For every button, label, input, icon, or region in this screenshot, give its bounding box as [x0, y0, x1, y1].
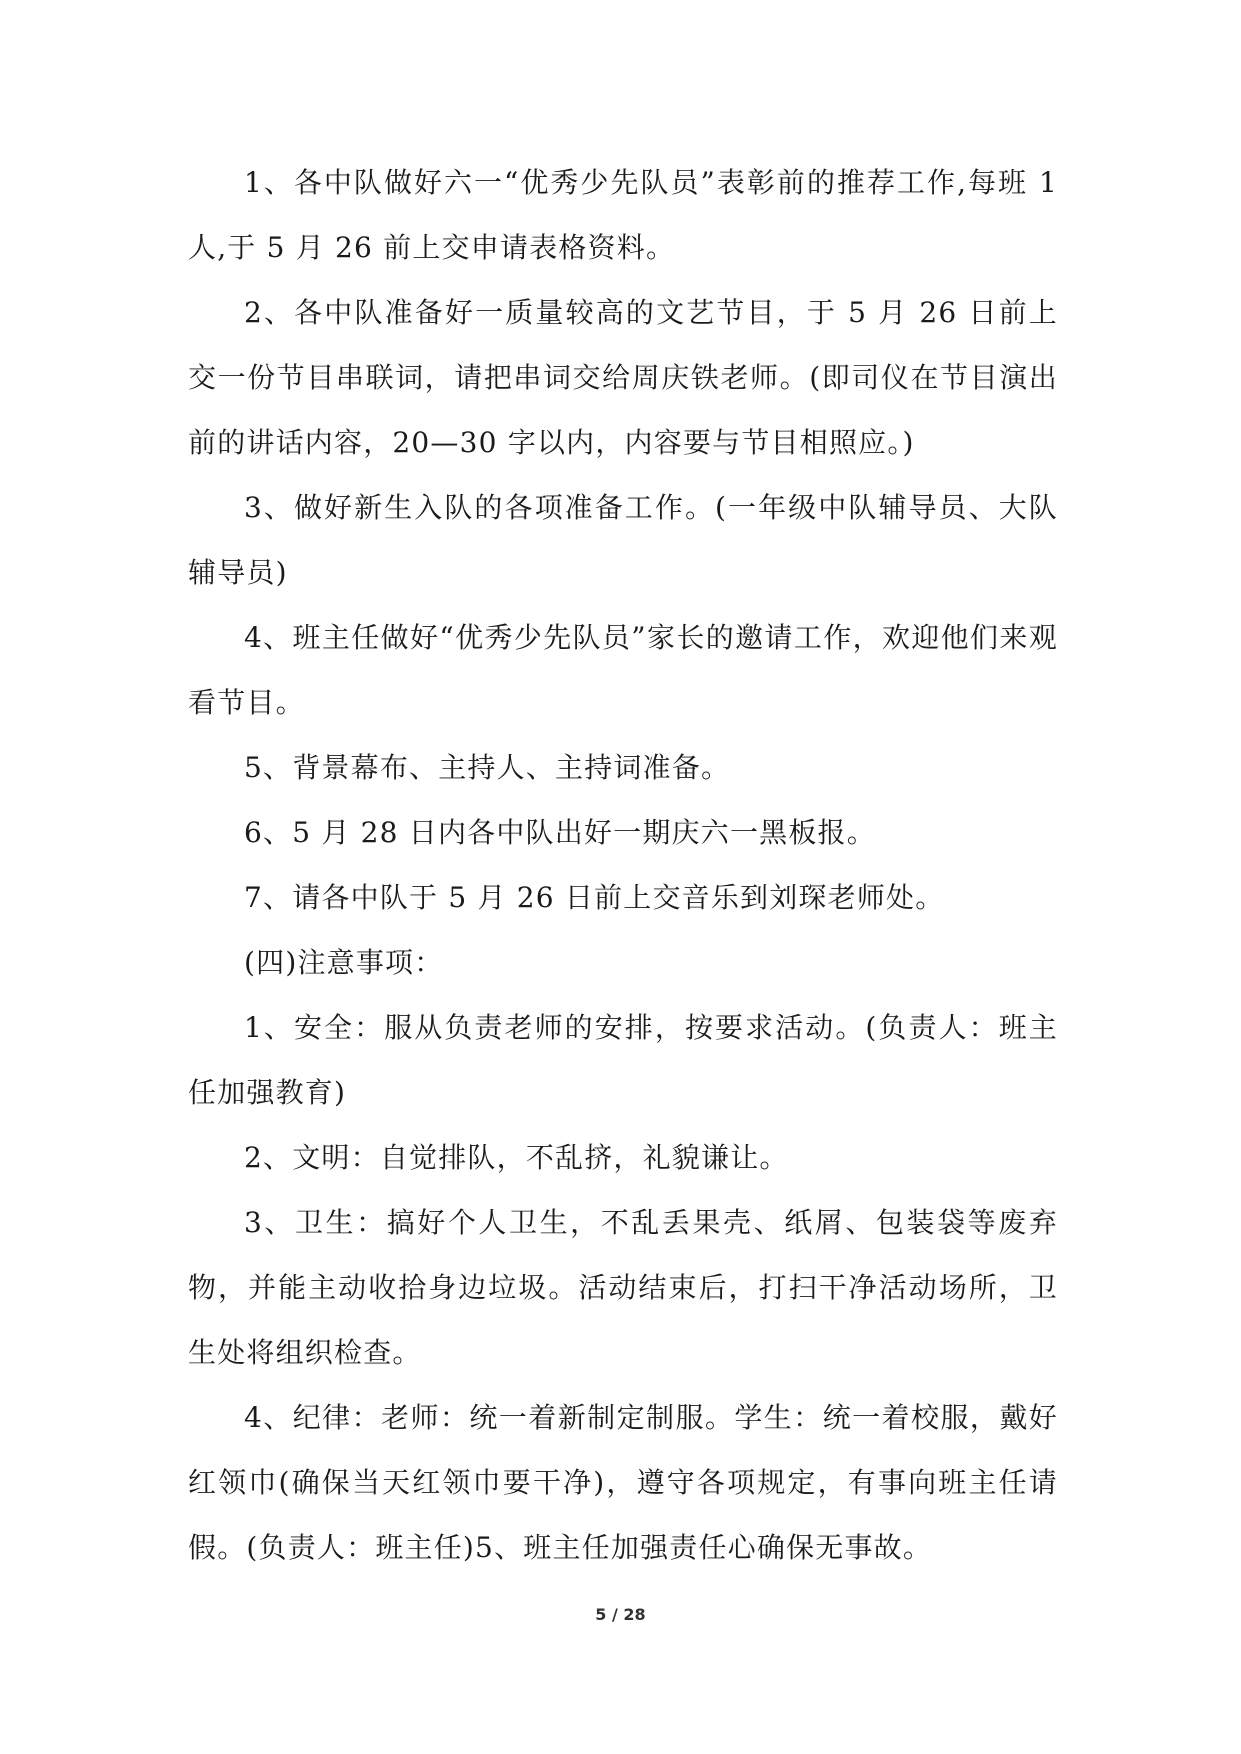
- paragraph-civility: 2、文明：自觉排队，不乱挤，礼貌谦让。: [244, 1141, 789, 1174]
- page-number: 5 / 28: [595, 1605, 646, 1624]
- paragraph-1: 1、各中队做好六一“优秀少先队员”表彰前的推荐工作,每班 1 人,于 5 月 26 前上交申请表格资料。: [188, 166, 1058, 264]
- paragraph-5: 5、背景幕布、主持人、主持词准备。: [244, 751, 731, 784]
- paragraph-6: 6、5 月 28 日内各中队出好一期庆六一黑板报。: [244, 816, 876, 849]
- paragraph-4: 4、班主任做好“优秀少先队员”家长的邀请工作，欢迎他们来观看节目。: [188, 621, 1058, 719]
- paragraph-safety: 1、安全：服从负责老师的安排，按要求活动。(负责人：班主任加强教育): [188, 1011, 1058, 1109]
- paragraph-discipline: 4、纪律：老师：统一着新制定制服。学生：统一着校服，戴好红领巾(确保当天红领巾要干净)，遵守各项规定，有事向班主任请假。(负责人：班主任)5、班主任加强责任心确保无事故。: [188, 1401, 1058, 1564]
- paragraph-hygiene: 3、卫生：搞好个人卫生，不乱丢果壳、纸屑、包装袋等废弃物，并能主动收拾身边垃圾。活动结束后，打扫干净活动场所，卫生处将组织检查。: [188, 1206, 1058, 1369]
- paragraph-2: 2、各中队准备好一质量较高的文艺节目，于 5 月 26 日前上交一份节目串联词，请把串词交给周庆铁老师。(即司仪在节目演出前的讲话内容，20—30 字以内，内容要与节目相照应。): [188, 296, 1058, 459]
- document-body: [188, 150, 1058, 1580]
- section-heading: (四)注意事项：: [244, 946, 444, 979]
- paragraph-3: 3、做好新生入队的各项准备工作。(一年级中队辅导员、大队辅导员): [188, 491, 1058, 589]
- paragraph-7: 7、请各中队于 5 月 26 日前上交音乐到刘琛老师处。: [244, 881, 945, 914]
